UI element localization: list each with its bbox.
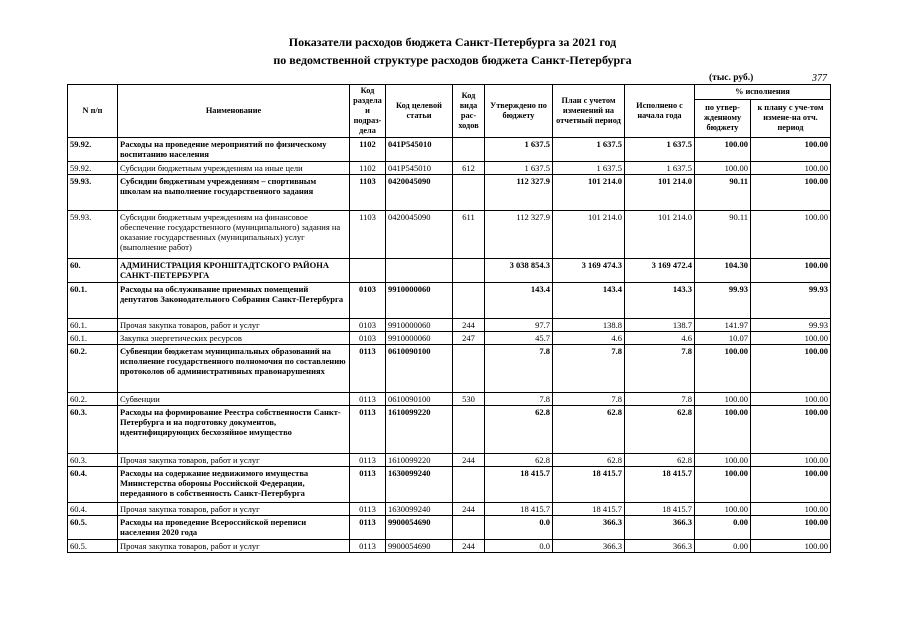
- cell-executed: 7.8: [625, 345, 695, 393]
- document-title-line1: Показатели расходов бюджета Санкт-Петербурга за 2021 год: [288, 35, 617, 49]
- cell-pct-plan: 100.00: [751, 332, 831, 345]
- header-name: Наименование: [118, 85, 350, 138]
- cell-section: 0103: [350, 332, 386, 345]
- cell-num: 60.2.: [68, 393, 118, 406]
- cell-kind: 244: [453, 503, 485, 516]
- cell-pct-plan: 100.00: [751, 259, 831, 283]
- cell-plan: 7.8: [553, 345, 625, 393]
- page-number: 377: [812, 73, 827, 84]
- cell-approved: 18 415.7: [485, 467, 553, 503]
- header-approved: Утверждено по бюджету: [485, 85, 553, 138]
- cell-pct-plan: 100.00: [751, 406, 831, 454]
- cell-name: АДМИНИСТРАЦИЯ КРОНШТАДТСКОГО РАЙОНА САНКТ-ПЕТЕРБУРГА: [118, 259, 350, 283]
- units-label: (тыс. руб.): [709, 73, 754, 83]
- cell-pct-plan: 100.00: [751, 467, 831, 503]
- cell-kind: 244: [453, 319, 485, 332]
- table-row: [68, 503, 831, 516]
- table-row: [68, 406, 831, 454]
- header-num: N п/п: [68, 85, 118, 138]
- table-body: [68, 138, 831, 553]
- cell-article: 0420045090: [386, 175, 453, 211]
- cell-section: [350, 259, 386, 283]
- cell-approved: 0.0: [485, 540, 553, 553]
- cell-name: Субвенции бюджетам муниципальных образований на исполнение государственного полномочия по составлению протоколов об административных правонарушениях: [118, 345, 350, 393]
- cell-num: 60.2.: [68, 345, 118, 393]
- cell-article: 9910000060: [386, 319, 453, 332]
- cell-approved: 97.7: [485, 319, 553, 332]
- cell-approved: 0.0: [485, 516, 553, 540]
- cell-article: 0610090100: [386, 393, 453, 406]
- cell-section: 0103: [350, 319, 386, 332]
- cell-name: Расходы на содержание недвижимого имущества Министерства обороны Российской Федерации, переданного в собственность Санкт-Петербурга: [118, 467, 350, 503]
- table-row: [68, 259, 831, 283]
- cell-executed: 62.8: [625, 454, 695, 467]
- cell-pct-approved: 99.93: [695, 283, 751, 319]
- cell-kind: [453, 259, 485, 283]
- cell-kind: 611: [453, 211, 485, 259]
- cell-section: 0113: [350, 454, 386, 467]
- cell-name: Расходы на обслуживание приемных помещений депутатов Законодательного Собрания Санкт-Петербурга: [118, 283, 350, 319]
- cell-plan: 18 415.7: [553, 503, 625, 516]
- cell-pct-approved: 100.00: [695, 345, 751, 393]
- cell-approved: 45.7: [485, 332, 553, 345]
- cell-pct-plan: 100.00: [751, 162, 831, 175]
- cell-pct-plan: 100.00: [751, 540, 831, 553]
- cell-section: 0113: [350, 467, 386, 503]
- cell-executed: 1 637.5: [625, 162, 695, 175]
- cell-executed: 366.3: [625, 540, 695, 553]
- cell-executed: 101 214.0: [625, 175, 695, 211]
- cell-article: 1610099220: [386, 406, 453, 454]
- cell-executed: 101 214.0: [625, 211, 695, 259]
- cell-plan: 143.4: [553, 283, 625, 319]
- cell-name: Субвенции: [118, 393, 350, 406]
- table-row: [68, 345, 831, 393]
- cell-kind: 530: [453, 393, 485, 406]
- cell-num: 60.: [68, 259, 118, 283]
- table-row: [68, 138, 831, 162]
- cell-name: Расходы на формирование Реестра собственности Санкт-Петербурга и на подготовку документов, идентифицирующих бесхозяйное имущество: [118, 406, 350, 454]
- cell-pct-plan: 100.00: [751, 175, 831, 211]
- cell-article: 1610099220: [386, 454, 453, 467]
- expenses-table: [67, 84, 831, 553]
- cell-approved: 112 327.9: [485, 175, 553, 211]
- header-executed: Исполнено с начала года: [625, 85, 695, 138]
- header-plan: План с учетом изменений на отчетный период: [553, 85, 625, 138]
- cell-approved: 143.4: [485, 283, 553, 319]
- table-row: [68, 332, 831, 345]
- cell-plan: 7.8: [553, 393, 625, 406]
- cell-kind: [453, 175, 485, 211]
- cell-article: 041P545010: [386, 162, 453, 175]
- cell-pct-plan: 100.00: [751, 516, 831, 540]
- cell-num: 60.3.: [68, 406, 118, 454]
- cell-pct-approved: 104.30: [695, 259, 751, 283]
- cell-pct-approved: 10.07: [695, 332, 751, 345]
- cell-section: 0113: [350, 406, 386, 454]
- cell-section: 0113: [350, 345, 386, 393]
- cell-article: [386, 259, 453, 283]
- cell-pct-approved: 100.00: [695, 393, 751, 406]
- cell-section: 0103: [350, 283, 386, 319]
- header-article: Код целевой статьи: [386, 85, 453, 138]
- cell-executed: 1 637.5: [625, 138, 695, 162]
- cell-kind: [453, 516, 485, 540]
- cell-plan: 62.8: [553, 454, 625, 467]
- cell-approved: 18 415.7: [485, 503, 553, 516]
- cell-num: 59.92.: [68, 162, 118, 175]
- cell-approved: 1 637.5: [485, 162, 553, 175]
- cell-article: 9910000060: [386, 332, 453, 345]
- cell-kind: 244: [453, 540, 485, 553]
- table-row: [68, 516, 831, 540]
- cell-name: Субсидии бюджетным учреждениям на финансовое обеспечение государственного (муниципального) задания на оказание государственных (муниципальных) услуг (выполнение работ): [118, 211, 350, 259]
- cell-executed: 143.3: [625, 283, 695, 319]
- cell-executed: 7.8: [625, 393, 695, 406]
- table-row: [68, 283, 831, 319]
- cell-pct-plan: 100.00: [751, 211, 831, 259]
- cell-executed: 18 415.7: [625, 503, 695, 516]
- table-row: [68, 393, 831, 406]
- cell-article: 0610090100: [386, 345, 453, 393]
- header-pct-approved: по утвер-жденному бюджету: [695, 99, 751, 137]
- cell-pct-approved: 100.00: [695, 138, 751, 162]
- cell-pct-approved: 100.00: [695, 503, 751, 516]
- cell-num: 60.4.: [68, 503, 118, 516]
- header-pct-plan: к плану с уче-том измене-на отч. период: [751, 99, 831, 137]
- cell-approved: 112 327.9: [485, 211, 553, 259]
- cell-section: 1103: [350, 175, 386, 211]
- cell-kind: 247: [453, 332, 485, 345]
- cell-pct-approved: 100.00: [695, 454, 751, 467]
- cell-executed: 4.6: [625, 332, 695, 345]
- cell-num: 60.1.: [68, 283, 118, 319]
- cell-executed: 18 415.7: [625, 467, 695, 503]
- table-row: [68, 467, 831, 503]
- cell-plan: 1 637.5: [553, 162, 625, 175]
- cell-pct-plan: 100.00: [751, 454, 831, 467]
- cell-approved: 7.8: [485, 393, 553, 406]
- cell-kind: [453, 345, 485, 393]
- cell-pct-approved: 100.00: [695, 406, 751, 454]
- cell-pct-approved: 0.00: [695, 516, 751, 540]
- cell-plan: 62.8: [553, 406, 625, 454]
- cell-pct-approved: 90.11: [695, 211, 751, 259]
- cell-name: Субсидии бюджетным учреждениям на иные цели: [118, 162, 350, 175]
- cell-section: 1103: [350, 211, 386, 259]
- cell-kind: 612: [453, 162, 485, 175]
- cell-executed: 366.3: [625, 516, 695, 540]
- cell-pct-plan: 99.93: [751, 283, 831, 319]
- cell-approved: 3 038 854.3: [485, 259, 553, 283]
- cell-pct-plan: 99.93: [751, 319, 831, 332]
- cell-pct-approved: 141.97: [695, 319, 751, 332]
- cell-article: 1630099240: [386, 503, 453, 516]
- cell-pct-approved: 100.00: [695, 162, 751, 175]
- header-kind: Код вида рас-ходов: [453, 85, 485, 138]
- cell-num: 60.5.: [68, 516, 118, 540]
- cell-pct-approved: 0.00: [695, 540, 751, 553]
- cell-section: 1102: [350, 138, 386, 162]
- cell-plan: 1 637.5: [553, 138, 625, 162]
- header-section: Код раздела и подраз-дела: [350, 85, 386, 138]
- cell-article: 041P545010: [386, 138, 453, 162]
- cell-name: Прочая закупка товаров, работ и услуг: [118, 540, 350, 553]
- cell-section: 0113: [350, 393, 386, 406]
- cell-num: 59.92.: [68, 138, 118, 162]
- cell-name: Прочая закупка товаров, работ и услуг: [118, 454, 350, 467]
- document-title-line2: по ведомственной структуре расходов бюджета Санкт-Петербурга: [273, 53, 632, 67]
- cell-kind: [453, 283, 485, 319]
- cell-kind: 244: [453, 454, 485, 467]
- cell-name: Прочая закупка товаров, работ и услуг: [118, 503, 350, 516]
- cell-pct-approved: 90.11: [695, 175, 751, 211]
- cell-approved: 62.8: [485, 454, 553, 467]
- cell-pct-plan: 100.00: [751, 393, 831, 406]
- cell-kind: [453, 406, 485, 454]
- cell-name: Субсидии бюджетным учреждениям – спортивным школам на выполнение государственного задания: [118, 175, 350, 211]
- cell-executed: 3 169 472.4: [625, 259, 695, 283]
- cell-plan: 366.3: [553, 540, 625, 553]
- cell-num: 59.93.: [68, 175, 118, 211]
- table-row: [68, 319, 831, 332]
- table-row: [68, 175, 831, 211]
- cell-kind: [453, 138, 485, 162]
- cell-num: 60.1.: [68, 319, 118, 332]
- cell-num: 60.4.: [68, 467, 118, 503]
- cell-approved: 62.8: [485, 406, 553, 454]
- cell-section: 0113: [350, 503, 386, 516]
- cell-name: Расходы на проведение мероприятий по физическому воспитанию населения: [118, 138, 350, 162]
- cell-plan: 3 169 474.3: [553, 259, 625, 283]
- cell-pct-plan: 100.00: [751, 345, 831, 393]
- cell-plan: 4.6: [553, 332, 625, 345]
- cell-article: 9900054690: [386, 516, 453, 540]
- cell-plan: 366.3: [553, 516, 625, 540]
- cell-num: 60.3.: [68, 454, 118, 467]
- cell-approved: 7.8: [485, 345, 553, 393]
- table-row: [68, 540, 831, 553]
- cell-approved: 1 637.5: [485, 138, 553, 162]
- cell-section: 0113: [350, 540, 386, 553]
- cell-pct-plan: 100.00: [751, 503, 831, 516]
- cell-section: 0113: [350, 516, 386, 540]
- cell-plan: 138.8: [553, 319, 625, 332]
- cell-executed: 62.8: [625, 406, 695, 454]
- cell-num: 60.5.: [68, 540, 118, 553]
- cell-plan: 101 214.0: [553, 175, 625, 211]
- cell-kind: [453, 467, 485, 503]
- cell-num: 59.93.: [68, 211, 118, 259]
- cell-plan: 18 415.7: [553, 467, 625, 503]
- cell-plan: 101 214.0: [553, 211, 625, 259]
- table-row: [68, 162, 831, 175]
- cell-name: Закупка энергетических ресурсов: [118, 332, 350, 345]
- header-pct-group: % исполнения: [695, 85, 831, 100]
- cell-article: 9910000060: [386, 283, 453, 319]
- table-row: [68, 454, 831, 467]
- cell-executed: 138.7: [625, 319, 695, 332]
- cell-section: 1102: [350, 162, 386, 175]
- cell-pct-approved: 100.00: [695, 467, 751, 503]
- cell-name: Прочая закупка товаров, работ и услуг: [118, 319, 350, 332]
- cell-num: 60.1.: [68, 332, 118, 345]
- cell-article: 9900054690: [386, 540, 453, 553]
- table-row: [68, 211, 831, 259]
- cell-article: 1630099240: [386, 467, 453, 503]
- cell-name: Расходы на проведение Всероссийской переписи населения 2020 года: [118, 516, 350, 540]
- cell-pct-plan: 100.00: [751, 138, 831, 162]
- cell-article: 0420045090: [386, 211, 453, 259]
